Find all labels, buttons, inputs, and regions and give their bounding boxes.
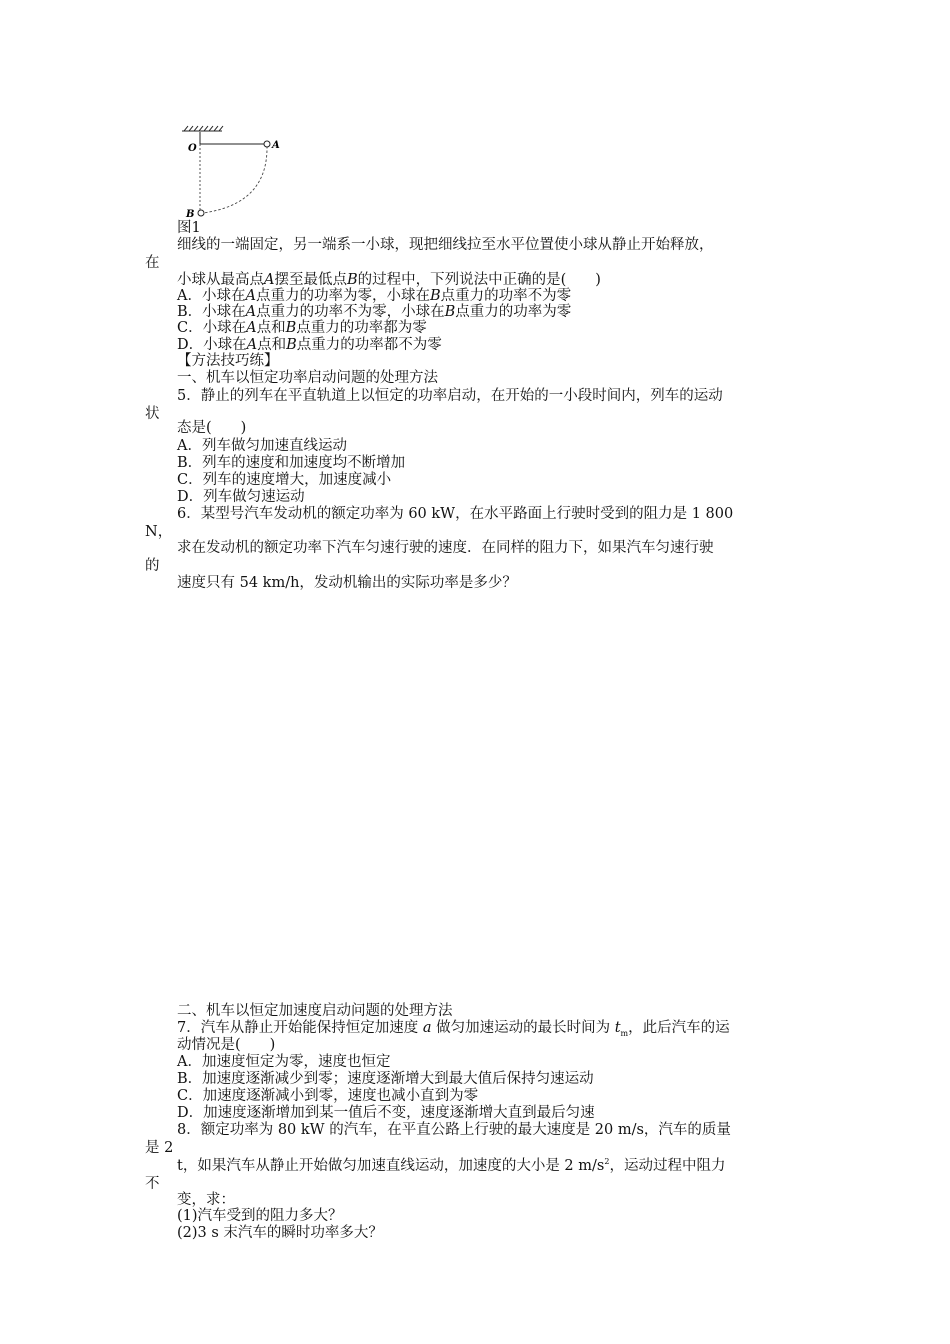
ball-a [264,141,270,147]
q7-line1: 7．汽车从静止开始能保持恒定加速度 a 做匀加速运动的最长时间为 $t_m$，此后汽车的运 [177,1020,730,1038]
section2-heading: 二、机车以恒定加速度启动问题的处理方法 [177,1003,453,1019]
q8-sub2: (2)3 s 末汽车的瞬时功率多大？ [177,1225,383,1241]
q4-option-b: B．小球在A点重力的功率不为零，小球在B点重力的功率为零 [177,304,572,320]
q8-sub1: (1)汽车受到的阻力多大？ [177,1208,343,1224]
q5-option-d: D．列车做匀速运动 [177,489,305,505]
q8-line3: 变，求： [177,1192,235,1208]
q4-option-c: C．小球在A点和B点重力的功率都为零 [177,320,427,336]
q7-option-b: B．加速度逐渐减少到零；速度逐渐增大到最大值后保持匀速运动 [177,1071,594,1087]
q6-line1: 6．某型号汽车发动机的额定功率为 60 kW，在水平路面上行驶时受到的阻力是 1 800 [177,506,734,522]
q5-option-a: A．列车做匀加速直线运动 [177,438,347,454]
q6-line3: 速度只有 54 km/h，发动机输出的实际功率是多少？ [177,575,517,591]
q4-option-d: D．小球在A点和B点重力的功率都不为零 [177,337,442,353]
q5-option-b: B．列车的速度和加速度均不断增加 [177,455,406,471]
figure-caption: 图1 [177,220,201,236]
label-o: O [188,143,197,154]
q7-option-a: A．加速度恒定为零，速度也恒定 [177,1054,391,1070]
q7-option-c: C．加速度逐渐减小到零，速度也减小直到为零 [177,1088,479,1104]
q8-margin2: 不 [145,1176,160,1192]
q4-margin1: 在 [145,255,160,271]
arc-path-dashed [203,146,267,213]
ceiling-hatch [182,126,223,131]
section1-heading: 一、机车以恒定功率启动问题的处理方法 [177,370,438,386]
q8-line2: t，如果汽车从静止开始做匀加速直线运动，加速度的大小是 2 $m/s^2$，运动过程中阻力 [177,1157,726,1174]
q6-margin1: N， [145,524,173,540]
q5-option-c: C．列车的速度增大，加速度减小 [177,472,392,488]
q7-option-d: D．加速度逐渐增加到某一值后不变，速度逐渐增大直到最后匀速 [177,1105,595,1121]
ball-b [198,210,204,216]
q4-line1: 细线的一端固定，另一端系一小球，现把细线拉至水平位置使小球从静止开始释放， [177,237,714,253]
q5-line1: 5．静止的列车在平直轨道上以恒定的功率启动，在开始的一小段时间内，列车的运动 [177,388,723,404]
q6-margin2: 的 [145,558,160,574]
q5-margin1: 状 [145,406,160,422]
q6-line2: 求在发动机的额定功率下汽车匀速行驶的速度．在同样的阻力下，如果汽车匀速行驶 [177,540,714,556]
q5-line2: 态是( ) [177,420,247,436]
q4-option-a: A．小球在A点重力的功率为零，小球在B点重力的功率不为零 [177,288,572,304]
label-b: B [186,209,195,220]
q4-line2: 小球从最高点A摆至最低点B的过程中，下列说法中正确的是( ) [177,272,601,288]
q7-line2: 动情况是( ) [177,1037,276,1053]
section-method-heading: 【方法技巧练】 [177,353,279,369]
pendulum-figure [178,124,288,220]
label-a: A [272,140,280,151]
q8-margin1: 是 2 [145,1140,174,1156]
q8-line1: 8．额定功率为 80 kW 的汽车，在平直公路上行驶的最大速度是 20 m/s，汽车的质量 [177,1122,731,1138]
